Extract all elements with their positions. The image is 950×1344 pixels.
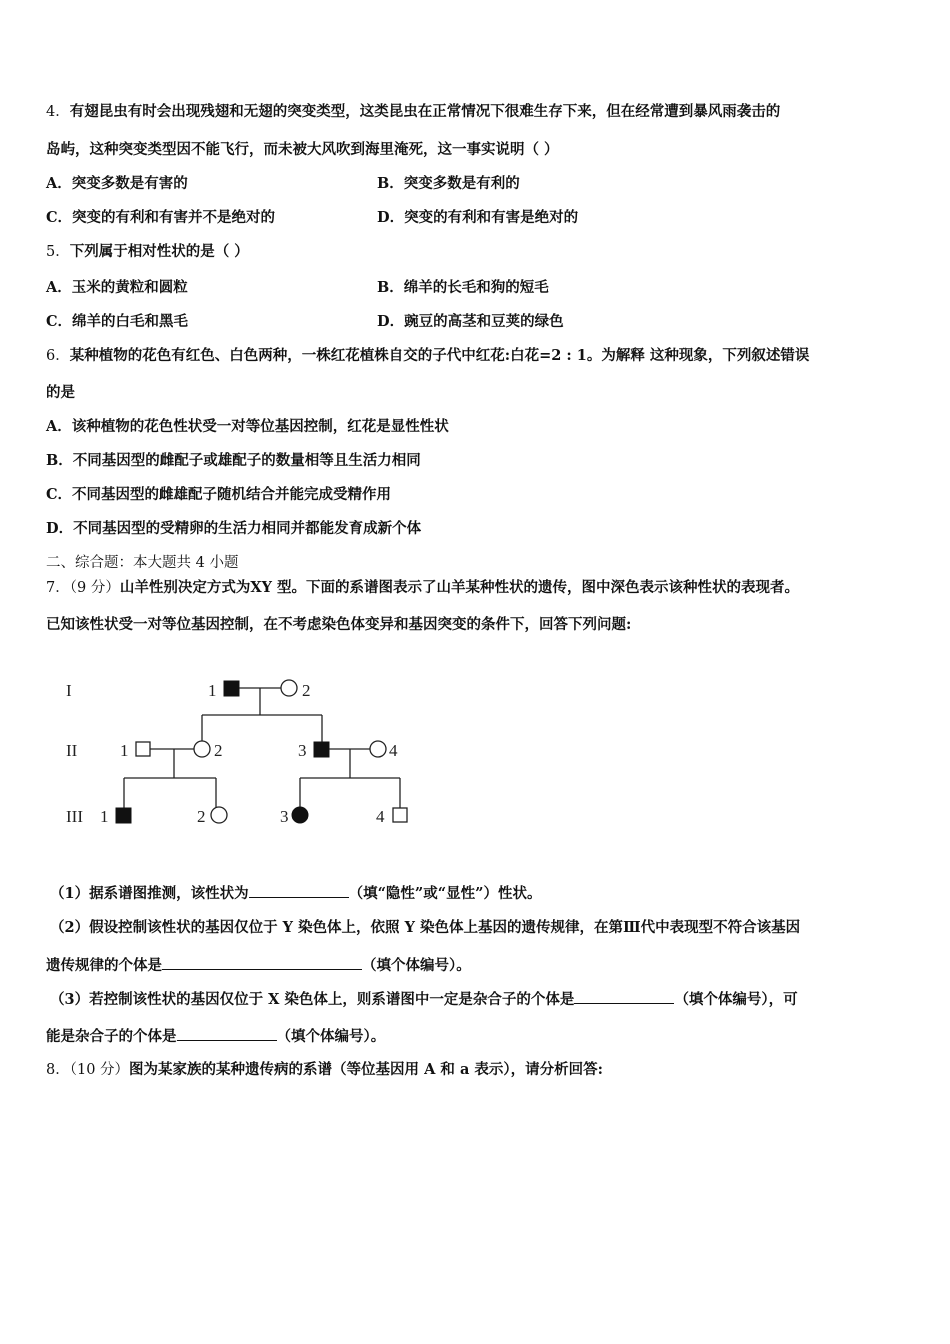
- g3-2-female: [211, 807, 227, 823]
- q4-option-a[interactable]: A．突变多数是有害的: [46, 175, 188, 192]
- q7-text: 山羊性别决定方式为XY 型。下面的系谱图表示了山羊某种性状的遗传，图中深色表示该种性状的表现者。: [119, 579, 799, 596]
- q7-part1: [50, 883, 541, 904]
- g3-2-label: 2: [197, 807, 206, 826]
- g2-3-label: 3: [298, 741, 307, 760]
- q5-number: 5．: [46, 244, 70, 260]
- q7-stem-line2: 已知该性状受一对等位基因控制，在不考虑染色体变异和基因突变的条件下，回答下列问题:: [46, 616, 632, 633]
- q7-part1-suffix: （填“隐性”或“显性”）性状。: [348, 885, 542, 902]
- q7-part2-blank[interactable]: [162, 955, 362, 970]
- q7-score: （9 分）: [69, 580, 120, 596]
- q8-score: （10 分）: [69, 1062, 130, 1078]
- q6-option-a[interactable]: A．该种植物的花色性状受一对等位基因控制，红花是显性性状: [46, 418, 449, 435]
- q7-number: 7．: [46, 580, 70, 596]
- q4-stem-line1: [46, 102, 780, 122]
- q7-part1-text: （1）据系谱图推测，该性状为: [50, 885, 249, 902]
- q5-text: 下列属于相对性状的是（ ）: [69, 243, 249, 260]
- g2-4-female: [370, 741, 386, 757]
- q6-option-c[interactable]: C．不同基因型的雌雄配子随机结合并能完成受精作用: [46, 486, 392, 503]
- g2-2-label: 2: [214, 741, 223, 760]
- q7-part3-line1: [50, 989, 798, 1010]
- q7-part3-line2: [46, 1026, 385, 1047]
- g1-2-female: [281, 680, 297, 696]
- g1-1-affected-male: [224, 681, 239, 696]
- q7-part2-line1: （2）假设控制该性状的基因仅位于 Y 染色体上，依照 Y 染色体上基因的遗传规律，在第Ⅲ代中表现型不符合该基因: [50, 919, 801, 936]
- q7-part3-text: （3）若控制该性状的基因仅位于 X 染色体上，则系谱图中一定是杂合子的个体是: [50, 991, 575, 1008]
- g3-3-label: 3: [280, 807, 289, 826]
- g1-2-label: 2: [302, 681, 311, 700]
- gen-label-1: I: [66, 681, 72, 700]
- q7-stem-line1: [46, 578, 799, 598]
- q6-text: 某种植物的花色有红色、白色两种，一株红花植株自交的子代中红花:白花=2 : 1。为解释 这种现象，下列叙述错误: [69, 347, 810, 364]
- g3-1-affected-male: [116, 808, 131, 823]
- q5-option-a[interactable]: A．玉米的黄粒和圆粒: [46, 279, 188, 296]
- g2-3-affected-male: [314, 742, 329, 757]
- q7-part1-blank[interactable]: [249, 883, 349, 898]
- q4-number: 4．: [46, 104, 70, 120]
- section-heading: 二、综合题：本大题共 4 小题: [46, 555, 239, 571]
- q7-part2-suffix: （填个体编号）。: [362, 957, 471, 974]
- q6-option-d[interactable]: D．不同基因型的受精卵的生活力相同并都能发育成新个体: [46, 520, 422, 537]
- g3-4-label: 4: [376, 807, 385, 826]
- q4-stem-line2: 岛屿，这种突变类型因不能飞行，而未被大风吹到海里淹死，这一事实说明（ ）: [46, 141, 559, 158]
- q7-part3-blank-2[interactable]: [177, 1026, 277, 1041]
- q7-part3-mid: （填个体编号），可: [674, 991, 798, 1008]
- g3-1-label: 1: [100, 807, 109, 826]
- q5-option-b[interactable]: B．绵羊的长毛和狗的短毛: [377, 279, 549, 296]
- q6-stem-line2: 的是: [46, 384, 75, 401]
- q6-number: 6．: [46, 348, 70, 364]
- g1-1-label: 1: [208, 681, 217, 700]
- q8-text: 图为某家族的某种遗传病的系谱（等位基因用 A 和 a 表示），请分析回答:: [129, 1061, 603, 1078]
- q7-part3-suffix: （填个体编号）。: [276, 1028, 386, 1045]
- pedigree-diagram: [56, 670, 416, 840]
- g2-4-label: 4: [389, 741, 398, 760]
- q8-stem: [46, 1060, 603, 1080]
- q7-part2-line2: [46, 955, 471, 976]
- g2-1-male: [136, 742, 150, 756]
- g2-1-label: 1: [120, 741, 129, 760]
- q6-option-b[interactable]: B．不同基因型的雌配子或雄配子的数量相等且生活力相同: [46, 452, 421, 469]
- q4-option-d[interactable]: D．突变的有利和有害是绝对的: [377, 209, 579, 226]
- q4-option-c[interactable]: C．突变的有利和有害并不是绝对的: [46, 209, 276, 226]
- gen-label-3: III: [66, 807, 83, 826]
- q5-option-d[interactable]: D．豌豆的高茎和豆荚的绿色: [377, 313, 564, 330]
- q5-stem: [46, 242, 249, 262]
- q4-text: 有翅昆虫有时会出现残翅和无翅的突变类型，这类昆虫在正常情况下很难生存下来，但在经常遭到暴风雨袭击的: [69, 103, 781, 120]
- q7-part3-blank-1[interactable]: [574, 989, 674, 1004]
- gen-label-2: II: [66, 741, 78, 760]
- q7-part2-text: 遗传规律的个体是: [46, 957, 162, 974]
- g3-3-affected-female: [292, 807, 308, 823]
- q7-part3-text-2: 能是杂合子的个体是: [46, 1028, 177, 1045]
- g3-4-male: [393, 808, 407, 822]
- q6-stem-line1: [46, 346, 809, 366]
- q8-number: 8．: [46, 1062, 70, 1078]
- q4-option-b[interactable]: B．突变多数是有利的: [377, 175, 520, 192]
- g2-2-female: [194, 741, 210, 757]
- q5-option-c[interactable]: C．绵羊的白毛和黑毛: [46, 313, 189, 330]
